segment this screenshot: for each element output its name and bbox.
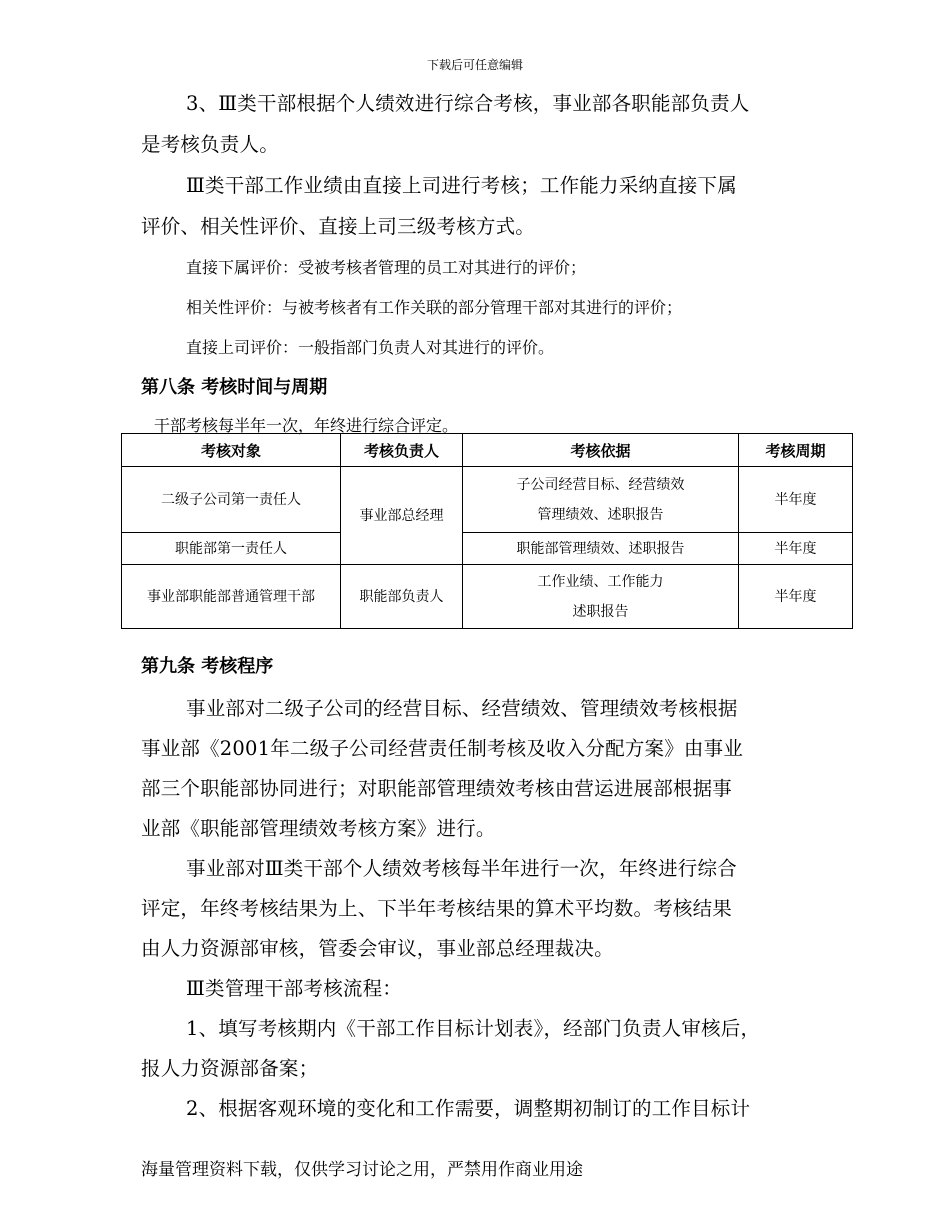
table-header-cell: 考核负责人 <box>341 434 463 467</box>
table-header-cell: 考核对象 <box>122 434 341 467</box>
section-8-intro: 干部考核每半年一次，年终进行综合评定。 <box>154 416 459 435</box>
paragraph-line: 评定，年终考核结果为上、下半年考核结果的算术平均数。考核结果 <box>141 897 733 920</box>
paragraph-line: 3、Ⅲ类干部根据个人绩效进行综合考核，事业部各职能部负责人 <box>186 92 750 115</box>
table-cell-owner-merged: 事业部总经理 <box>341 467 463 565</box>
paragraph-line: 2、根据客观环境的变化和工作需要，调整期初制订的工作目标计 <box>186 1097 751 1120</box>
page-header-note: 下载后可任意编辑 <box>426 58 523 72</box>
table-row <box>122 565 853 629</box>
table-header-cell: 考核周期 <box>739 434 853 467</box>
table-header-cell: 考核依据 <box>463 434 739 467</box>
definition-line: 直接上司评价：一般指部门负责人对其进行的评价。 <box>186 338 555 357</box>
section-9-heading: 第九条 考核程序 <box>141 656 274 677</box>
table-row <box>122 467 853 533</box>
table-cell-basis <box>463 467 739 533</box>
page-footer: 海量管理资料下载，仅供学习讨论之用，严禁用作商业用途 <box>141 1160 583 1180</box>
table-cell-period: 半年度 <box>739 467 853 533</box>
table-cell-target: 职能部第一责任人 <box>122 533 341 565</box>
definition-line: 直接下属评价：受被考核者管理的员工对其进行的评价； <box>186 258 587 277</box>
table-header-row <box>122 434 853 467</box>
paragraph-line: 业部《职能部管理绩效考核方案》进行。 <box>141 817 496 840</box>
paragraph-line: 是考核负责人。 <box>141 133 279 156</box>
paragraph-line: 事业部对二级子公司的经营目标、经营绩效、管理绩效考核根据 <box>186 697 738 720</box>
definition-line: 相关性评价：与被考核者有工作关联的部分管理干部对其进行的评价； <box>186 298 683 317</box>
paragraph-line: 由人力资源部审核，管委会审议，事业部总经理裁决。 <box>141 937 614 960</box>
assessment-table <box>121 433 853 629</box>
table-cell-period: 半年度 <box>739 565 853 629</box>
section-8-heading: 第八条 考核时间与周期 <box>141 377 328 398</box>
basis-line: 管理绩效、述职报告 <box>537 506 664 523</box>
table-cell-target: 事业部职能部普通管理干部 <box>122 565 341 629</box>
paragraph-line: 报人力资源部备案； <box>141 1057 319 1080</box>
basis-line: 工作业绩、工作能力 <box>537 573 664 590</box>
table-row <box>122 533 853 565</box>
table-cell-basis <box>463 565 739 629</box>
basis-line: 子公司经营目标、经营绩效 <box>516 476 685 493</box>
paragraph-line: Ⅲ类管理干部考核流程： <box>186 977 403 1000</box>
table-cell-target: 二级子公司第一责任人 <box>122 467 341 533</box>
table-cell-period: 半年度 <box>739 533 853 565</box>
paragraph-line: 部三个职能部协同进行；对职能部管理绩效考核由营运进展部根据事 <box>141 777 733 800</box>
paragraph-line: Ⅲ类干部工作业绩由直接上司进行考核；工作能力采纳直接下属 <box>186 174 737 197</box>
paragraph-line: 评价、相关性评价、直接上司三级考核方式。 <box>141 215 536 238</box>
paragraph-line: 事业部《2001年二级子公司经营责任制考核及收入分配方案》由事业 <box>141 737 744 760</box>
table-cell-owner: 职能部负责人 <box>341 565 463 629</box>
paragraph-line: 事业部对Ⅲ类干部个人绩效考核每半年进行一次，年终进行综合 <box>186 857 737 880</box>
table-cell-basis: 职能部管理绩效、述职报告 <box>463 533 739 565</box>
paragraph-line: 1、填写考核期内《干部工作目标计划表》，经部门负责人审核后， <box>186 1017 761 1040</box>
basis-line: 述职报告 <box>572 603 629 620</box>
